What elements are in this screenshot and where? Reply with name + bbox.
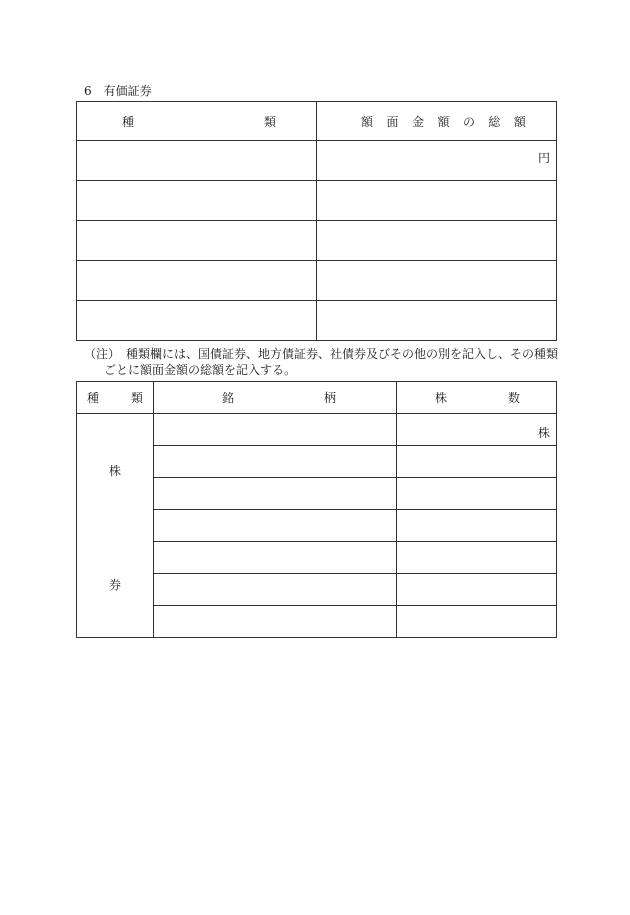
- footnote-line: （注） 種類欄には、国債証券、地方債証券、社債券及びその他の別を記入し、その種類: [84, 347, 559, 361]
- header-share-count: [397, 382, 557, 414]
- yen-unit-label: 円: [537, 151, 550, 165]
- table-row: [77, 181, 557, 221]
- shares-cell[interactable]: [397, 574, 557, 606]
- header-kind-char: 種: [87, 391, 100, 405]
- header-kind: [77, 382, 154, 414]
- brand-cell[interactable]: [154, 446, 397, 478]
- header-amount-char: 額: [437, 114, 450, 129]
- securities-amount-table: [76, 101, 557, 341]
- stock-kind-char: 券: [108, 578, 121, 592]
- shares-cell[interactable]: [397, 478, 557, 510]
- brand-cell[interactable]: [154, 542, 397, 574]
- kind-cell[interactable]: [77, 261, 317, 301]
- shares-cell[interactable]: [397, 510, 557, 542]
- brand-cell[interactable]: [154, 510, 397, 542]
- table-row: [77, 301, 557, 341]
- brand-cell[interactable]: [154, 606, 397, 638]
- stock-kind-cell: [77, 414, 154, 638]
- header-amount-char: の: [462, 114, 475, 129]
- header-total-face-amount: [317, 102, 557, 141]
- header-amount-char: 金: [411, 114, 424, 129]
- brand-cell[interactable]: [154, 414, 397, 446]
- amount-cell[interactable]: [317, 181, 557, 221]
- header-shares-char: 数: [507, 391, 520, 405]
- shares-cell[interactable]: [397, 414, 557, 446]
- header-kind-char: 類: [263, 114, 276, 129]
- brand-cell[interactable]: [154, 478, 397, 510]
- amount-cell[interactable]: [317, 221, 557, 261]
- stock-kind-char: 株: [108, 464, 121, 478]
- header-brand-char: 銘: [222, 391, 235, 405]
- kind-cell[interactable]: [77, 141, 317, 181]
- header-kind-char: 種: [122, 114, 135, 129]
- header-brand-char: 柄: [323, 391, 336, 405]
- header-amount-char: 総: [488, 114, 501, 129]
- header-brand: [154, 382, 397, 414]
- header-amount-char: 額: [361, 114, 374, 129]
- amount-cell[interactable]: [317, 301, 557, 341]
- brand-cell[interactable]: [154, 574, 397, 606]
- table-row: [77, 414, 557, 446]
- amount-cell[interactable]: [317, 141, 557, 181]
- header-shares-char: 株: [435, 391, 448, 405]
- amount-cell[interactable]: [317, 261, 557, 301]
- shares-cell[interactable]: [397, 606, 557, 638]
- table-header-row: [77, 382, 557, 414]
- header-kind-char: 類: [130, 391, 143, 405]
- table-row: [77, 221, 557, 261]
- table-row: [77, 261, 557, 301]
- table-row: [77, 141, 557, 181]
- stock-certificates-table: [76, 381, 557, 638]
- section-title: 6 有価証券: [84, 84, 152, 98]
- table-header-row: [77, 102, 557, 141]
- footnote-line: ごとに額面金額の総額を記入する。: [104, 363, 297, 377]
- kind-cell[interactable]: [77, 181, 317, 221]
- shares-cell[interactable]: [397, 542, 557, 574]
- header-kind: [77, 102, 317, 141]
- header-amount-char: 面: [386, 114, 399, 129]
- shares-unit-label: 株: [537, 426, 550, 440]
- footnote: [84, 346, 560, 378]
- kind-cell[interactable]: [77, 301, 317, 341]
- shares-cell[interactable]: [397, 446, 557, 478]
- kind-cell[interactable]: [77, 221, 317, 261]
- header-amount-char: 額: [513, 114, 526, 129]
